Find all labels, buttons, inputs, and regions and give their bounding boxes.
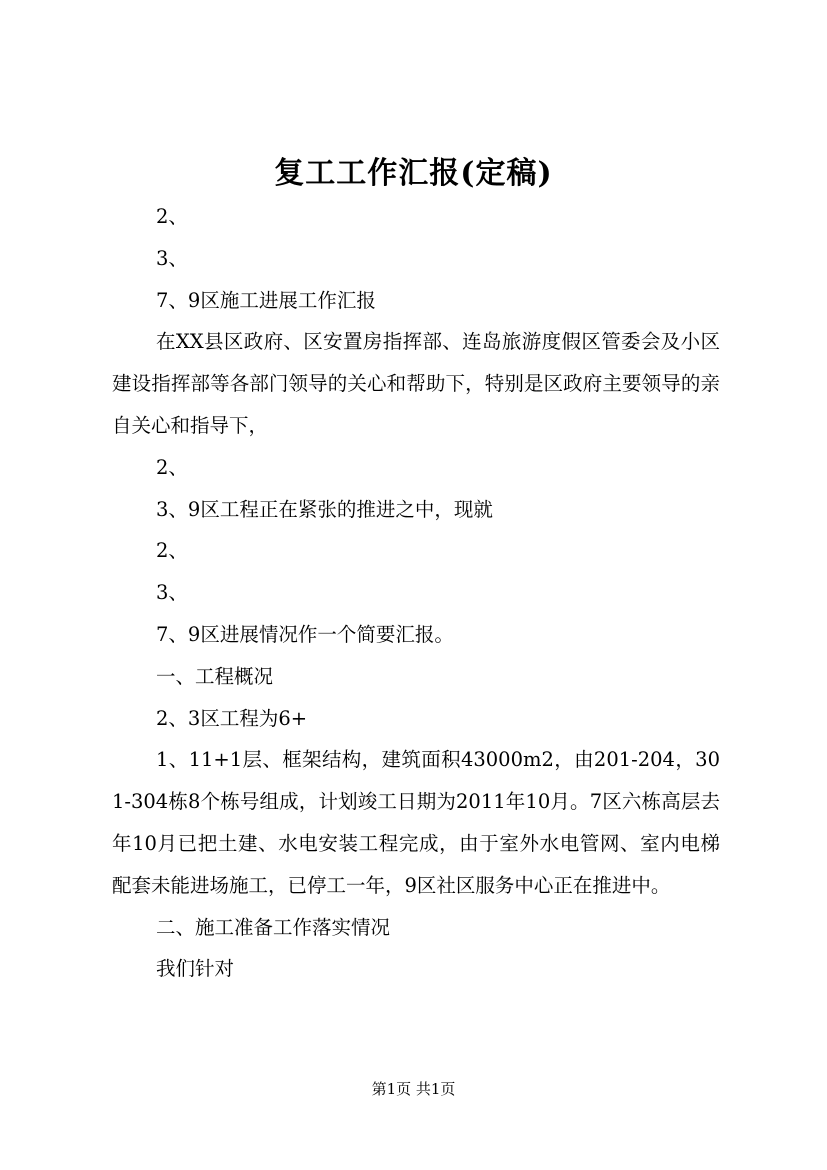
paragraph: 3、9区工程正在紧张的推进之中，现就 (156, 497, 493, 521)
paragraph: 7、9区进展情况作一个简要汇报。 (156, 622, 454, 646)
paragraph: 在XX县区政府、区安置房指挥部、连岛旅游度假区管委会及小区建设指挥部等各部门领导的关心和帮助下，特别是区政府主要领导的亲自关心和指导下， (112, 330, 720, 437)
paragraph: 2、 (156, 205, 188, 228)
section-heading: 一、工程概况 (156, 664, 274, 688)
paragraph: 2、3区工程为6+ (156, 706, 308, 730)
paragraph: 我们针对 (156, 957, 235, 981)
paragraph: 2、 (156, 539, 188, 563)
page-footer: 第1页 共1页 (371, 1080, 456, 1098)
paragraph: 3、 (156, 246, 188, 270)
paragraph: 2、 (156, 455, 188, 479)
paragraph: 7、9区施工进展工作汇报 (156, 288, 376, 312)
document-title: 复工工作汇报(定稿) (274, 156, 553, 191)
paragraph: 3、 (156, 581, 188, 605)
paragraph: 1、11+1层、框架结构，建筑面积43000m2，由201-204，301-304栋8个栋号组成，计划竣工日期为2011年10月。7区六栋高层去年10月已把土建、水电安装工程完成，由于室外水电管网、室内电梯配套未能进场施工，已停工一年，9区社区服务中心正在推进中。 (112, 748, 720, 897)
section-heading: 二、施工准备工作落实情况 (156, 915, 391, 939)
document-body (112, 196, 720, 990)
